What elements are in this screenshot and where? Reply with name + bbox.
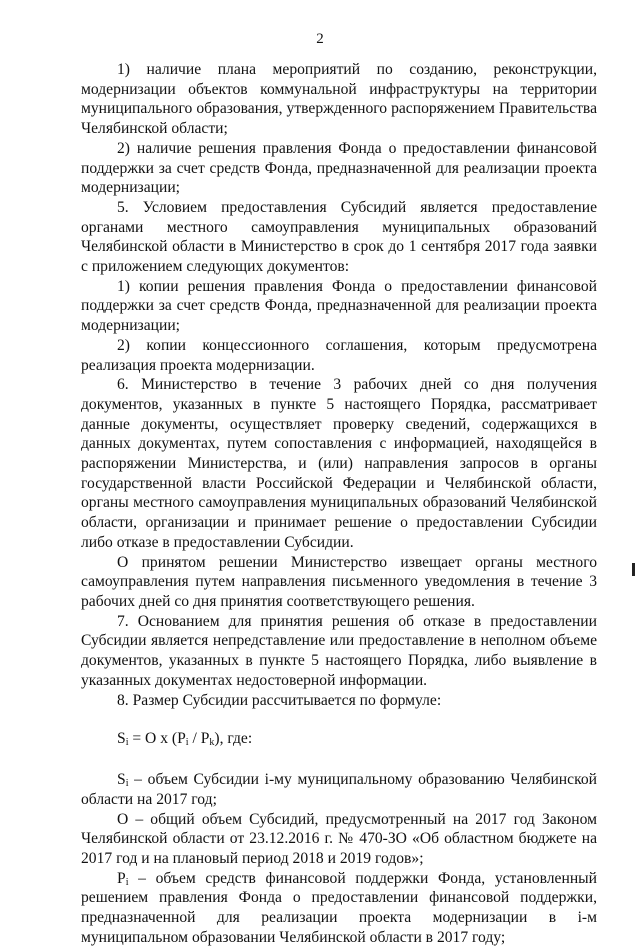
formula-p-subscript: i xyxy=(185,737,189,749)
paragraph: 1) наличие плана мероприятий по созданию, реконструкции, модернизации объектов коммунальной инфраструктуры на территории муниципального образования, утвержденного распоряжением Правительства Челябинской области; xyxy=(81,61,597,138)
paragraph: 2) наличие решения правления Фонда о предоставлении финансовой поддержки за счет средств Фонда, предназначенной для реализации проекта модернизации; xyxy=(81,139,597,197)
definition-symbol: P xyxy=(117,869,126,887)
paragraph: 1) копии решения правления Фонда о предоставлении финансовой поддержки за счет средств Фонда, предназначенной для реализации проекта модернизации; xyxy=(81,277,597,335)
definition-symbol: О xyxy=(117,810,129,828)
definition-paragraph xyxy=(81,770,597,809)
definition-paragraph xyxy=(81,810,597,869)
definition-subscript: i xyxy=(125,876,129,888)
paragraph: 5. Условием предоставления Субсидий является предоставление органами местного самоуправления муниципальных образований Челябинской области в Министерство в срок до 1 сентября 2017 года заявки с приложением следующих документов: xyxy=(81,198,597,276)
formula-s: S xyxy=(117,730,126,748)
scan-edge-mark xyxy=(632,563,635,576)
definition-text: – общий объем Субсидий, предусмотренный на 2017 год Законом Челябинской области от 23.12.2016 г. № 470-ЗО «Об областном бюджете на 2017 год и на плановый период 2018 и 2019 годов»; xyxy=(81,810,597,868)
formula-end: ), где: xyxy=(214,730,253,748)
formula-k-subscript: k xyxy=(209,737,215,749)
paragraph: 7. Основанием для принятия решения об отказе в предоставлении Субсидии является непредставление или предоставление в неполном объеме документов, указанных в пункте 5 настоящего Порядка, либо выявление в указанных документах недостоверной информации. xyxy=(81,612,597,689)
formula-s-subscript: i xyxy=(125,737,129,749)
paragraph: О принятом решении Министерство извещает органы местного самоуправления путем направления письменного уведомления в течение 3 рабочих дней со дня принятия соответствующего решения. xyxy=(81,553,597,610)
definition-text: – объем Субсидии i-му муниципальному образованию Челябинской области на 2017 год; xyxy=(81,771,597,808)
paragraph: 8. Размер Субсидии рассчитывается по формуле: xyxy=(117,691,442,709)
paragraph: 2) копии концессионного соглашения, которым предусмотрена реализация проекта модернизации. xyxy=(81,336,597,374)
definition-paragraph xyxy=(81,869,597,948)
formula-slash: / P xyxy=(188,730,210,748)
definition-subscript: i xyxy=(125,778,129,790)
document-body xyxy=(81,60,597,948)
definition-symbol: S xyxy=(117,771,126,789)
page-number: 2 xyxy=(316,31,324,47)
formula-middle: = О x (P xyxy=(128,730,186,748)
subsidy-formula xyxy=(81,729,597,749)
definition-text: – объем средств финансовой поддержки Фонда, установленный решением правления Фонда о предоставлении финансовой поддержки, предназначенной для реализации проекта модернизации в i-м муниципальном образовании Челябинской области в 2017 году; xyxy=(81,869,597,946)
paragraph: 6. Министерство в течение 3 рабочих дней со дня получения документов, указанных в пункте 5 настоящего Порядка, рассматривает данные документы, осуществляет проверку сведений, содержащихся в данных документах, путем сопоставления с информацией, находящейся в распоряжении Министерства, и (или) направления запросов в органы государственной власти Российской Федерации и Челябинской области, органы местного самоуправления муниципальных образований Челябинской области, организации и принимает решение о предоставлении Субсидии либо отказе в предоставлении Субсидии. xyxy=(81,376,597,551)
